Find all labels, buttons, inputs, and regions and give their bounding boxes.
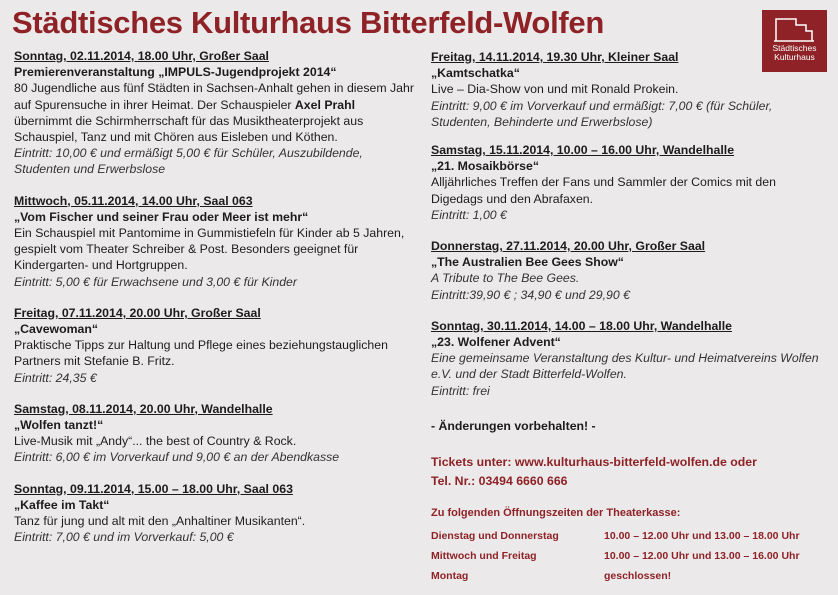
hours-days: Mittwoch und Freitag (431, 549, 537, 562)
event-date: Freitag, 14.11.2014, 19.30 Uhr, Kleiner Saal (431, 50, 679, 64)
event-description: Alljährliches Treffen der Fans und Sammler der Comics mit den Digedags und den Abrafaxen. (431, 175, 776, 206)
event-name: „The Australien Bee Gees Show“ (431, 255, 624, 270)
event-date: Mittwoch, 05.11.2014, 14.00 Uhr, Saal 063 (14, 193, 253, 208)
changes-notice: - Änderungen vorbehalten! - (431, 418, 596, 433)
event-price: Eintritt:39,90 € ; 34,90 € und 29,90 € (431, 287, 630, 302)
tickets-website[interactable]: Tickets unter: www.kulturhaus-bitterfeld-wolfen.de oder (431, 454, 757, 469)
hours-times: 10.00 – 12.00 Uhr und 13.00 – 18.00 Uhr (604, 529, 800, 542)
event-price: Eintritt: frei (431, 383, 490, 398)
box-office-hours (431, 526, 826, 586)
tickets-phone[interactable]: Tel. Nr.: 03494 6660 666 (431, 473, 568, 488)
event-name: „Kamtschatka“ (431, 66, 520, 81)
event-date: Samstag, 15.11.2014, 10.00 – 16.00 Uhr, Wandelhalle (431, 143, 735, 158)
event-item (14, 481, 414, 546)
event-name: „Vom Fischer und seiner Frau oder Meer ist mehr“ (14, 209, 309, 224)
event-description: 80 Jugendliche aus fünf Städten in Sachsen-Anhalt gehen in diesem Jahr auf Spurensuche in ihrer Heimat. Der Schauspieler Axel Prahl übernimmt die Schirmherrschaft für das Musiktheaterprojekt aus Schauspiel, Tanz und mit Chören aus Eisleben und Köthen. (14, 81, 414, 145)
event-date: Donnerstag, 27.11.2014, 20.00 Uhr, Großer Saal (431, 239, 706, 254)
hours-row (431, 566, 826, 586)
event-price: Eintritt: 1,00 € (431, 207, 507, 222)
event-date: Samstag, 08.11.2014, 20.00 Uhr, Wandelhalle (14, 401, 273, 416)
event-date: Freitag, 07.11.2014, 20.00 Uhr, Großer Saal (14, 305, 261, 320)
event-description: Live-Musik mit „Andy“... the best of Country & Rock. (14, 434, 297, 449)
page-title: Städtisches Kulturhaus Bitterfeld-Wolfen (12, 5, 604, 40)
event-item (14, 48, 414, 178)
building-icon (772, 15, 816, 43)
event-description: A Tribute to The Bee Gees. (431, 271, 580, 286)
event-date: Sonntag, 09.11.2014, 15.00 – 18.00 Uhr, Saal 063 (14, 481, 293, 496)
left-column (14, 48, 414, 545)
event-price: Eintritt: 5,00 € für Erwachsene und 3,00 € für Kinder (14, 274, 297, 289)
actor-name: Axel Prahl (294, 97, 356, 112)
event-description: Eine gemeinsame Veranstaltung des Kultur- und Heimatvereins Wolfen e.V. und der Stadt Bitterfeld-Wolfen. (431, 351, 819, 382)
event-price: Eintritt: 9,00 € im Vorverkauf und ermäßigt: 7,00 € (für Schüler, Studenten, Behinderte und Erwerbslose) (431, 98, 773, 129)
hours-row (431, 526, 826, 546)
event-item (14, 193, 414, 290)
event-name: „Wolfen tanzt!“ (14, 418, 104, 433)
box-office-hours-heading: Zu folgenden Öffnungszeiten der Theaterkasse: (431, 506, 681, 519)
event-description: Live – Dia-Show von und mit Ronald Prokein. (431, 82, 679, 97)
event-name: Premierenveranstaltung „IMPULS-Jugendprojekt 2014“ (14, 65, 337, 80)
logo-text: Städtisches Kulturhaus (772, 43, 817, 62)
event-name: „Cavewoman“ (14, 322, 99, 337)
event-item (14, 305, 414, 386)
hours-times: geschlossen! (604, 569, 672, 582)
event-name: „21. Mosaikbörse“ (431, 159, 539, 174)
event-price: Eintritt: 24,35 € (14, 370, 97, 385)
event-date: Sonntag, 30.11.2014, 14.00 – 18.00 Uhr, Wandelhalle (431, 318, 732, 333)
event-item (431, 49, 826, 130)
event-description: Tanz für jung und alt mit den „Anhaltiner Musikanten“. (14, 514, 306, 529)
event-description: Praktische Tipps zur Haltung und Pflege eines beziehungstauglichen Partners mit Stefanie B. Fritz. (14, 338, 388, 369)
event-name: „Kaffee im Takt“ (14, 497, 110, 512)
event-description: Ein Schauspiel mit Pantomime in Gummistiefeln für Kinder ab 5 Jahren, gespielt vom Theater Schreiber & Post. Besonders geeignet für Kindergarten- und Hortgruppen. (14, 226, 405, 273)
hours-days: Montag (431, 569, 469, 582)
right-column (431, 49, 826, 586)
event-item (431, 238, 826, 303)
tickets-info (431, 453, 826, 491)
hours-times: 10.00 – 12.00 Uhr und 13.00 – 16.00 Uhr (604, 549, 800, 562)
event-price: Eintritt: 6,00 € im Vorverkauf und 9,00 € an der Abendkasse (14, 450, 340, 465)
event-item (14, 401, 414, 466)
hours-row (431, 546, 826, 566)
event-item (431, 318, 826, 399)
hours-days: Dienstag und Donnerstag (431, 529, 559, 542)
event-name: „23. Wolfener Advent“ (431, 335, 561, 350)
event-price: Eintritt: 10,00 € und ermäßigt 5,00 € für Schüler, Auszubildende, Studenten und Erwerbslose (14, 146, 363, 177)
event-price: Eintritt: 7,00 € und im Vorverkauf: 5,00 € (14, 530, 234, 545)
event-item (431, 142, 826, 223)
event-date: Sonntag, 02.11.2014, 18.00 Uhr, Großer Saal (14, 49, 269, 63)
